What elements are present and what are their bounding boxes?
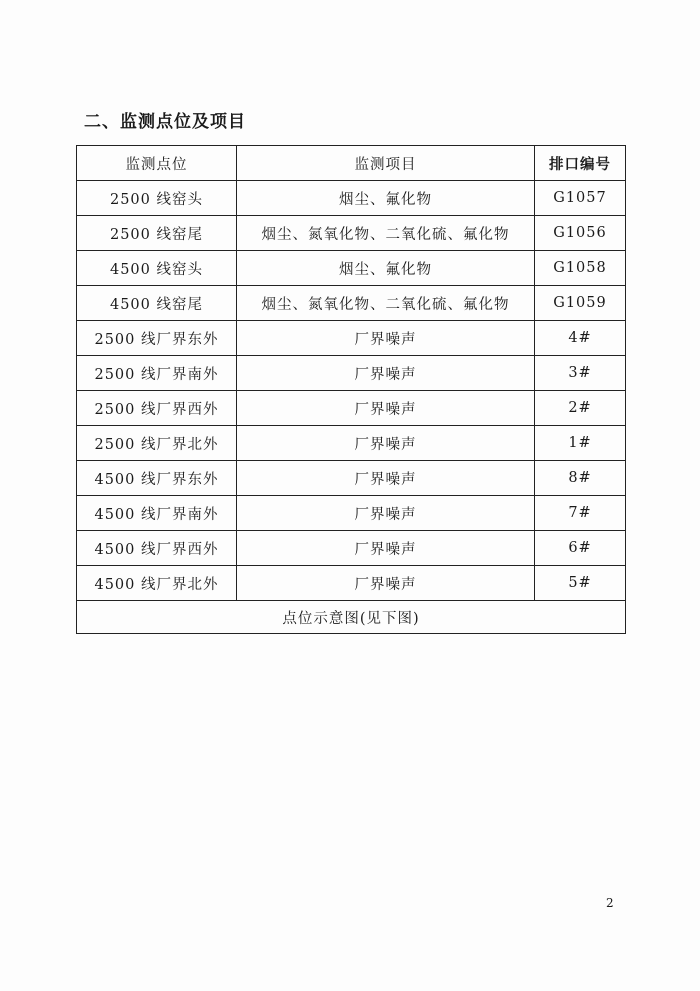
table-row	[77, 566, 626, 601]
monitoring-items-cell: 厂界噪声	[237, 426, 535, 461]
outlet-code-cell: 5#	[535, 566, 626, 601]
monitoring-items-cell: 烟尘、氟化物	[237, 251, 535, 286]
outlet-code-cell: 7#	[535, 496, 626, 531]
monitoring-items-cell: 烟尘、氟化物	[237, 181, 535, 216]
monitoring-items-cell: 烟尘、氮氧化物、二氧化硫、氟化物	[237, 286, 535, 321]
outlet-code-cell: G1058	[535, 251, 626, 286]
header-monitoring-point: 监测点位	[77, 146, 237, 181]
table-row	[77, 321, 626, 356]
header-outlet-code: 排口编号	[535, 146, 626, 181]
monitoring-point-cell: 4500 线厂界北外	[77, 566, 237, 601]
monitoring-items-cell: 厂界噪声	[237, 566, 535, 601]
page-number: 2	[606, 896, 614, 910]
monitoring-point-cell: 2500 线厂界北外	[77, 426, 237, 461]
monitoring-items-cell: 厂界噪声	[237, 321, 535, 356]
table-row	[77, 181, 626, 216]
outlet-code-cell: G1056	[535, 216, 626, 251]
point-diagram-note: 点位示意图(见下图)	[77, 601, 626, 634]
outlet-code-cell: 8#	[535, 461, 626, 496]
outlet-code-cell: G1059	[535, 286, 626, 321]
table-footer-row	[77, 601, 626, 634]
outlet-code-cell: 6#	[535, 531, 626, 566]
table-row	[77, 286, 626, 321]
monitoring-point-cell: 2500 线窑尾	[77, 216, 237, 251]
monitoring-table	[76, 145, 626, 634]
table-row	[77, 216, 626, 251]
monitoring-items-cell: 厂界噪声	[237, 531, 535, 566]
table-row	[77, 531, 626, 566]
outlet-code-cell: 1#	[535, 426, 626, 461]
monitoring-items-cell: 烟尘、氮氧化物、二氧化硫、氟化物	[237, 216, 535, 251]
outlet-code-cell: 2#	[535, 391, 626, 426]
monitoring-point-cell: 4500 线厂界南外	[77, 496, 237, 531]
table-body	[77, 181, 626, 601]
monitoring-point-cell: 4500 线窑头	[77, 251, 237, 286]
monitoring-items-cell: 厂界噪声	[237, 496, 535, 531]
monitoring-point-cell: 2500 线厂界南外	[77, 356, 237, 391]
table-header-row	[77, 146, 626, 181]
table-row	[77, 496, 626, 531]
outlet-code-cell: 4#	[535, 321, 626, 356]
monitoring-point-cell: 2500 线厂界东外	[77, 321, 237, 356]
monitoring-point-cell: 4500 线窑尾	[77, 286, 237, 321]
table-row	[77, 391, 626, 426]
monitoring-items-cell: 厂界噪声	[237, 356, 535, 391]
table-row	[77, 426, 626, 461]
monitoring-point-cell: 2500 线窑头	[77, 181, 237, 216]
outlet-code-cell: G1057	[535, 181, 626, 216]
table-row	[77, 461, 626, 496]
table-row	[77, 356, 626, 391]
monitoring-point-cell: 2500 线厂界西外	[77, 391, 237, 426]
outlet-code-cell: 3#	[535, 356, 626, 391]
monitoring-items-cell: 厂界噪声	[237, 461, 535, 496]
monitoring-point-cell: 4500 线厂界东外	[77, 461, 237, 496]
monitoring-point-cell: 4500 线厂界西外	[77, 531, 237, 566]
monitoring-items-cell: 厂界噪声	[237, 391, 535, 426]
section-title: 二、监测点位及项目	[84, 112, 246, 132]
header-monitoring-items: 监测项目	[237, 146, 535, 181]
table-row	[77, 251, 626, 286]
